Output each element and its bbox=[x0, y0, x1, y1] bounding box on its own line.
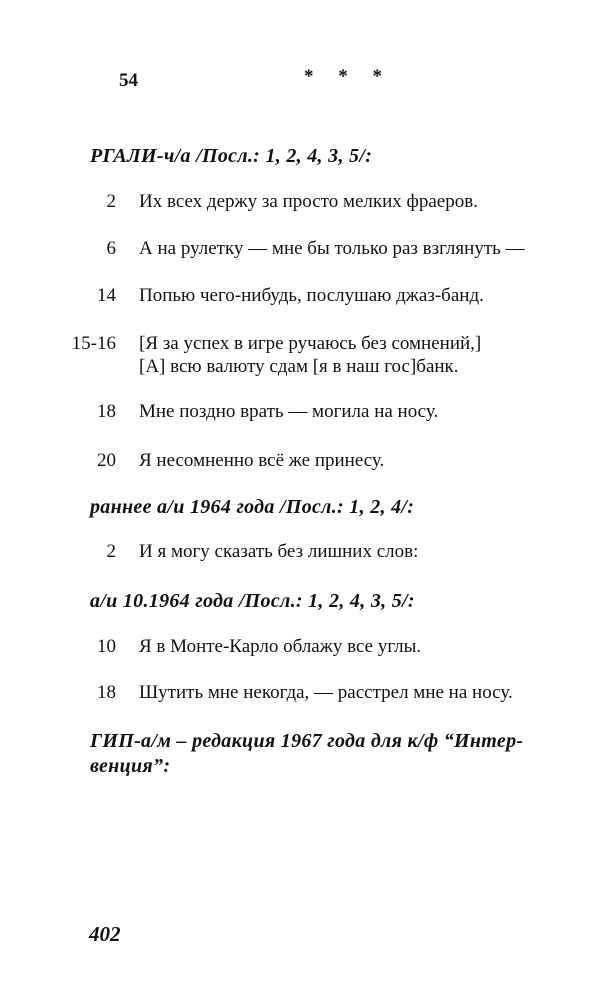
source-heading-gip-1967: ГИП-а/м – редакция 1967 года для к/ф “Интер- bbox=[90, 730, 524, 752]
poem-number: 54 bbox=[119, 70, 138, 91]
source-heading-10-1964: а/и 10.1964 года /Посл.: 1, 2, 4, 3, 5/: bbox=[90, 590, 415, 612]
line-text: Их всех держу за просто мелких фраеров. bbox=[139, 191, 478, 212]
asterism: * * * bbox=[304, 66, 392, 87]
line-text: Я несомненно всё же принесу. bbox=[139, 450, 385, 471]
line-number: 20 bbox=[97, 450, 116, 471]
line-text: А на рулетку — мне бы только раз взглянуть — bbox=[139, 238, 525, 259]
line-number: 18 bbox=[97, 682, 116, 703]
line-text: Попью чего-нибудь, послушаю джаз-банд. bbox=[139, 285, 484, 306]
line-number: 6 bbox=[106, 238, 116, 259]
page-number: 402 bbox=[89, 922, 121, 946]
source-heading-rgali: РГАЛИ-ч/а /Посл.: 1, 2, 4, 3, 5/: bbox=[90, 145, 373, 167]
line-text: [А] всю валюту сдам [я в наш гос]банк. bbox=[139, 356, 459, 377]
line-number: 18 bbox=[97, 401, 116, 422]
source-heading-gip-1967-continued: венция”: bbox=[90, 755, 171, 777]
line-text: Шутить мне некогда, — расстрел мне на носу. bbox=[139, 682, 513, 703]
line-number: 10 bbox=[97, 636, 116, 657]
line-text: Я в Монте-Карло облажу все углы. bbox=[139, 636, 422, 657]
line-text: Мне поздно врать — могила на носу. bbox=[139, 401, 439, 422]
line-number: 15-16 bbox=[71, 333, 116, 354]
line-text: [Я за успех в игре ручаюсь без сомнений,] bbox=[139, 333, 482, 354]
line-number: 2 bbox=[106, 541, 116, 562]
line-number: 14 bbox=[97, 285, 116, 306]
line-text: И я могу сказать без лишних слов: bbox=[139, 541, 419, 562]
source-heading-early-1964: раннее а/и 1964 года /Посл.: 1, 2, 4/: bbox=[90, 496, 415, 518]
line-number: 2 bbox=[106, 191, 116, 212]
